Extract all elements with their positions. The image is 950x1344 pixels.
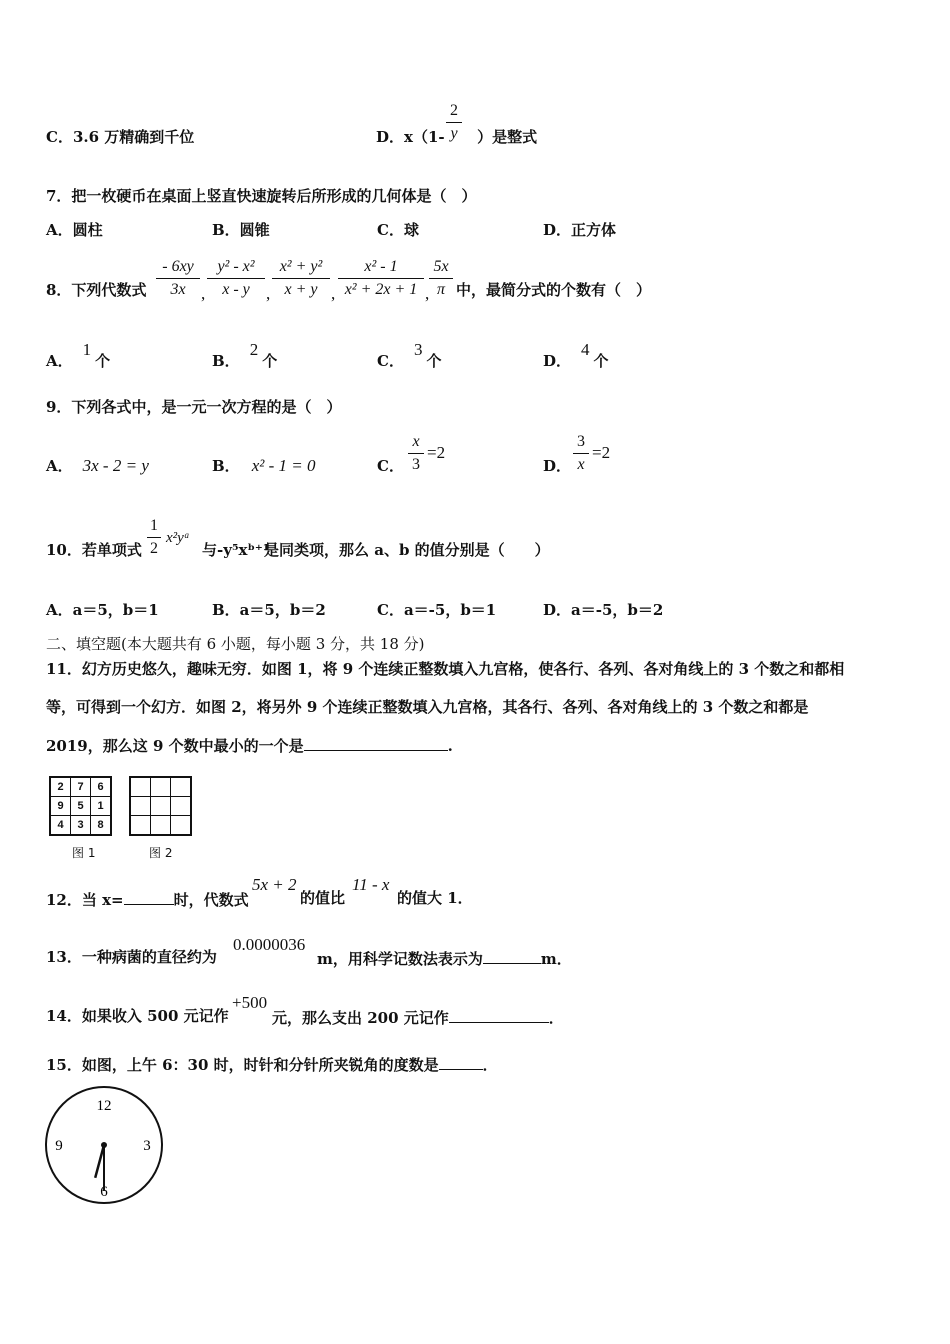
answer-blank[interactable] xyxy=(449,1006,549,1023)
answer-blank[interactable] xyxy=(483,947,541,964)
q15-line: 15．如图，上午 6：30 时，时针和分针所夹锐角的度数是 ． xyxy=(46,1053,498,1075)
answer-blank[interactable] xyxy=(439,1053,483,1070)
q8-fraction-5: 5x π xyxy=(429,256,453,301)
clock-number-3: 3 xyxy=(143,1138,151,1154)
q8-fraction-4: x² - 1 x² + 2x + 1 xyxy=(338,256,424,301)
q13-line: m，用科学记数法表示为 m． xyxy=(317,947,572,969)
q9-d-fraction: 3 x xyxy=(573,431,589,476)
q10-fraction: 1 2 xyxy=(147,515,161,560)
magic-square-figure-2 xyxy=(129,776,192,836)
q6-fraction xyxy=(446,100,462,145)
q10-option-d: D．a＝-5，b＝2 xyxy=(543,601,664,619)
q10-option-a: A．a＝5，b＝1 xyxy=(46,601,159,619)
q6-fraction-den: y xyxy=(450,125,458,142)
figure-1-caption: 图 1 xyxy=(72,846,96,860)
q9-c-rhs: =2 xyxy=(427,443,446,462)
q8-fraction-1: - 6xy 3x xyxy=(156,256,200,301)
q11-line1: 11．幻方历史悠久，趣味无穷．如图 1，将 9 个连续正整数填入九宫格，使各行、各列、各对角线上的 3 个数之和都相 xyxy=(46,660,845,678)
q12-expr1: 5x + 2 xyxy=(252,875,297,894)
q12-post: 的值大 1． xyxy=(397,889,473,907)
q7-option-b: B．圆锥 xyxy=(212,221,270,239)
q8-stem-pre: 8．下列代数式 xyxy=(46,281,147,299)
q10-option-b: B．a＝5，b＝2 xyxy=(212,601,326,619)
q7-option-d: D．正方体 xyxy=(543,221,617,239)
comma: , xyxy=(331,284,336,303)
figure-2-caption: 图 2 xyxy=(149,846,173,860)
q10-stem-post: 是同类项，那么 a、b 的值分别是（ ） xyxy=(264,541,550,559)
q11-line2: 等，可得到一个幻方．如图 2，将另外 9 个连续正整数填入九宫格，其各行、各列、各对角线上的 3 个数之和都是 xyxy=(46,698,809,716)
q12-line: 12．当 x= 时，代数式 xyxy=(46,888,249,910)
answer-blank[interactable] xyxy=(304,734,448,751)
q12-mid2: 的值比 xyxy=(300,889,346,907)
q9-b-expr: x² - 1 = 0 xyxy=(251,456,316,475)
q13-pre: 13．一种病菌的直径约为 xyxy=(46,948,217,966)
section-heading: 二、填空题(本大题共有 6 小题，每小题 3 分，共 18 分) xyxy=(46,635,425,653)
q8-fraction-3: x² + y² x + y xyxy=(272,256,330,301)
q9-a-expr: 3x - 2 = y xyxy=(82,456,149,475)
q10-stem-pre: 10．若单项式 xyxy=(46,541,142,559)
q7-option-a: A．圆柱 xyxy=(46,221,103,239)
clock-number-6: 6 xyxy=(100,1184,108,1200)
magic-square-figure-1: 2 7 6 9 5 1 4 3 8 xyxy=(49,776,112,836)
q9-d-rhs: =2 xyxy=(592,443,611,462)
comma: , xyxy=(266,284,271,303)
q8-stem-post: 中，最简分式的个数有（ ） xyxy=(456,281,652,299)
q11-line3: 2019，那么这 9 个数中最小的一个是 . xyxy=(46,734,453,756)
q9-option-b: B． x² - 1 = 0 xyxy=(212,456,316,475)
clock-number-9: 9 xyxy=(55,1138,63,1154)
q13-value: 0.0000036 xyxy=(233,935,306,954)
q8-fraction-2: y² - x² x - y xyxy=(207,256,265,301)
q8-option-d: D．4个 xyxy=(543,340,609,370)
q6-option-d-post: ）是整式 xyxy=(477,128,538,146)
q10-monomial: x²yᵃ xyxy=(166,530,190,546)
q6-option-c: C．3.6 万精确到千位 xyxy=(46,128,195,146)
q8-option-a: A．1个 xyxy=(46,340,111,370)
q14-value: +500 xyxy=(232,993,268,1012)
clock-center xyxy=(101,1142,107,1148)
q7-option-c: C．球 xyxy=(377,221,419,239)
q7-stem: 7．把一枚硬币在桌面上竖直快速旋转后所形成的几何体是（ ） xyxy=(46,187,477,205)
comma: , xyxy=(201,284,206,303)
comma: , xyxy=(425,284,430,303)
q6-fraction-num: 2 xyxy=(450,102,458,119)
answer-blank[interactable] xyxy=(124,888,174,905)
q14-line: 元，那么支出 200 元记作 ． xyxy=(272,1006,564,1028)
q9-option-d: D． xyxy=(543,457,572,475)
q6-option-d-pre: D．x（1- xyxy=(376,128,445,146)
q9-stem: 9．下列各式中，是一元一次方程的是（ ） xyxy=(46,398,342,416)
clock-number-12: 12 xyxy=(96,1098,112,1114)
clock-figure xyxy=(42,1086,166,1208)
q12-expr2: 11 - x xyxy=(352,875,390,894)
q14-pre: 14．如果收入 500 元记作 xyxy=(46,1007,229,1025)
q10-option-c: C．a＝-5，b＝1 xyxy=(377,601,497,619)
clock-hour-hand xyxy=(95,1145,104,1178)
q8-option-b: B．2个 xyxy=(212,340,278,370)
q9-option-a: A． 3x - 2 = y xyxy=(46,456,149,475)
q10-stem-mid: 与-y⁵xᵇ⁺¹ xyxy=(202,541,270,559)
q9-c-fraction: x 3 xyxy=(408,431,424,476)
q8-option-c: C．3个 xyxy=(377,340,442,370)
q9-option-c: C． xyxy=(377,457,404,475)
